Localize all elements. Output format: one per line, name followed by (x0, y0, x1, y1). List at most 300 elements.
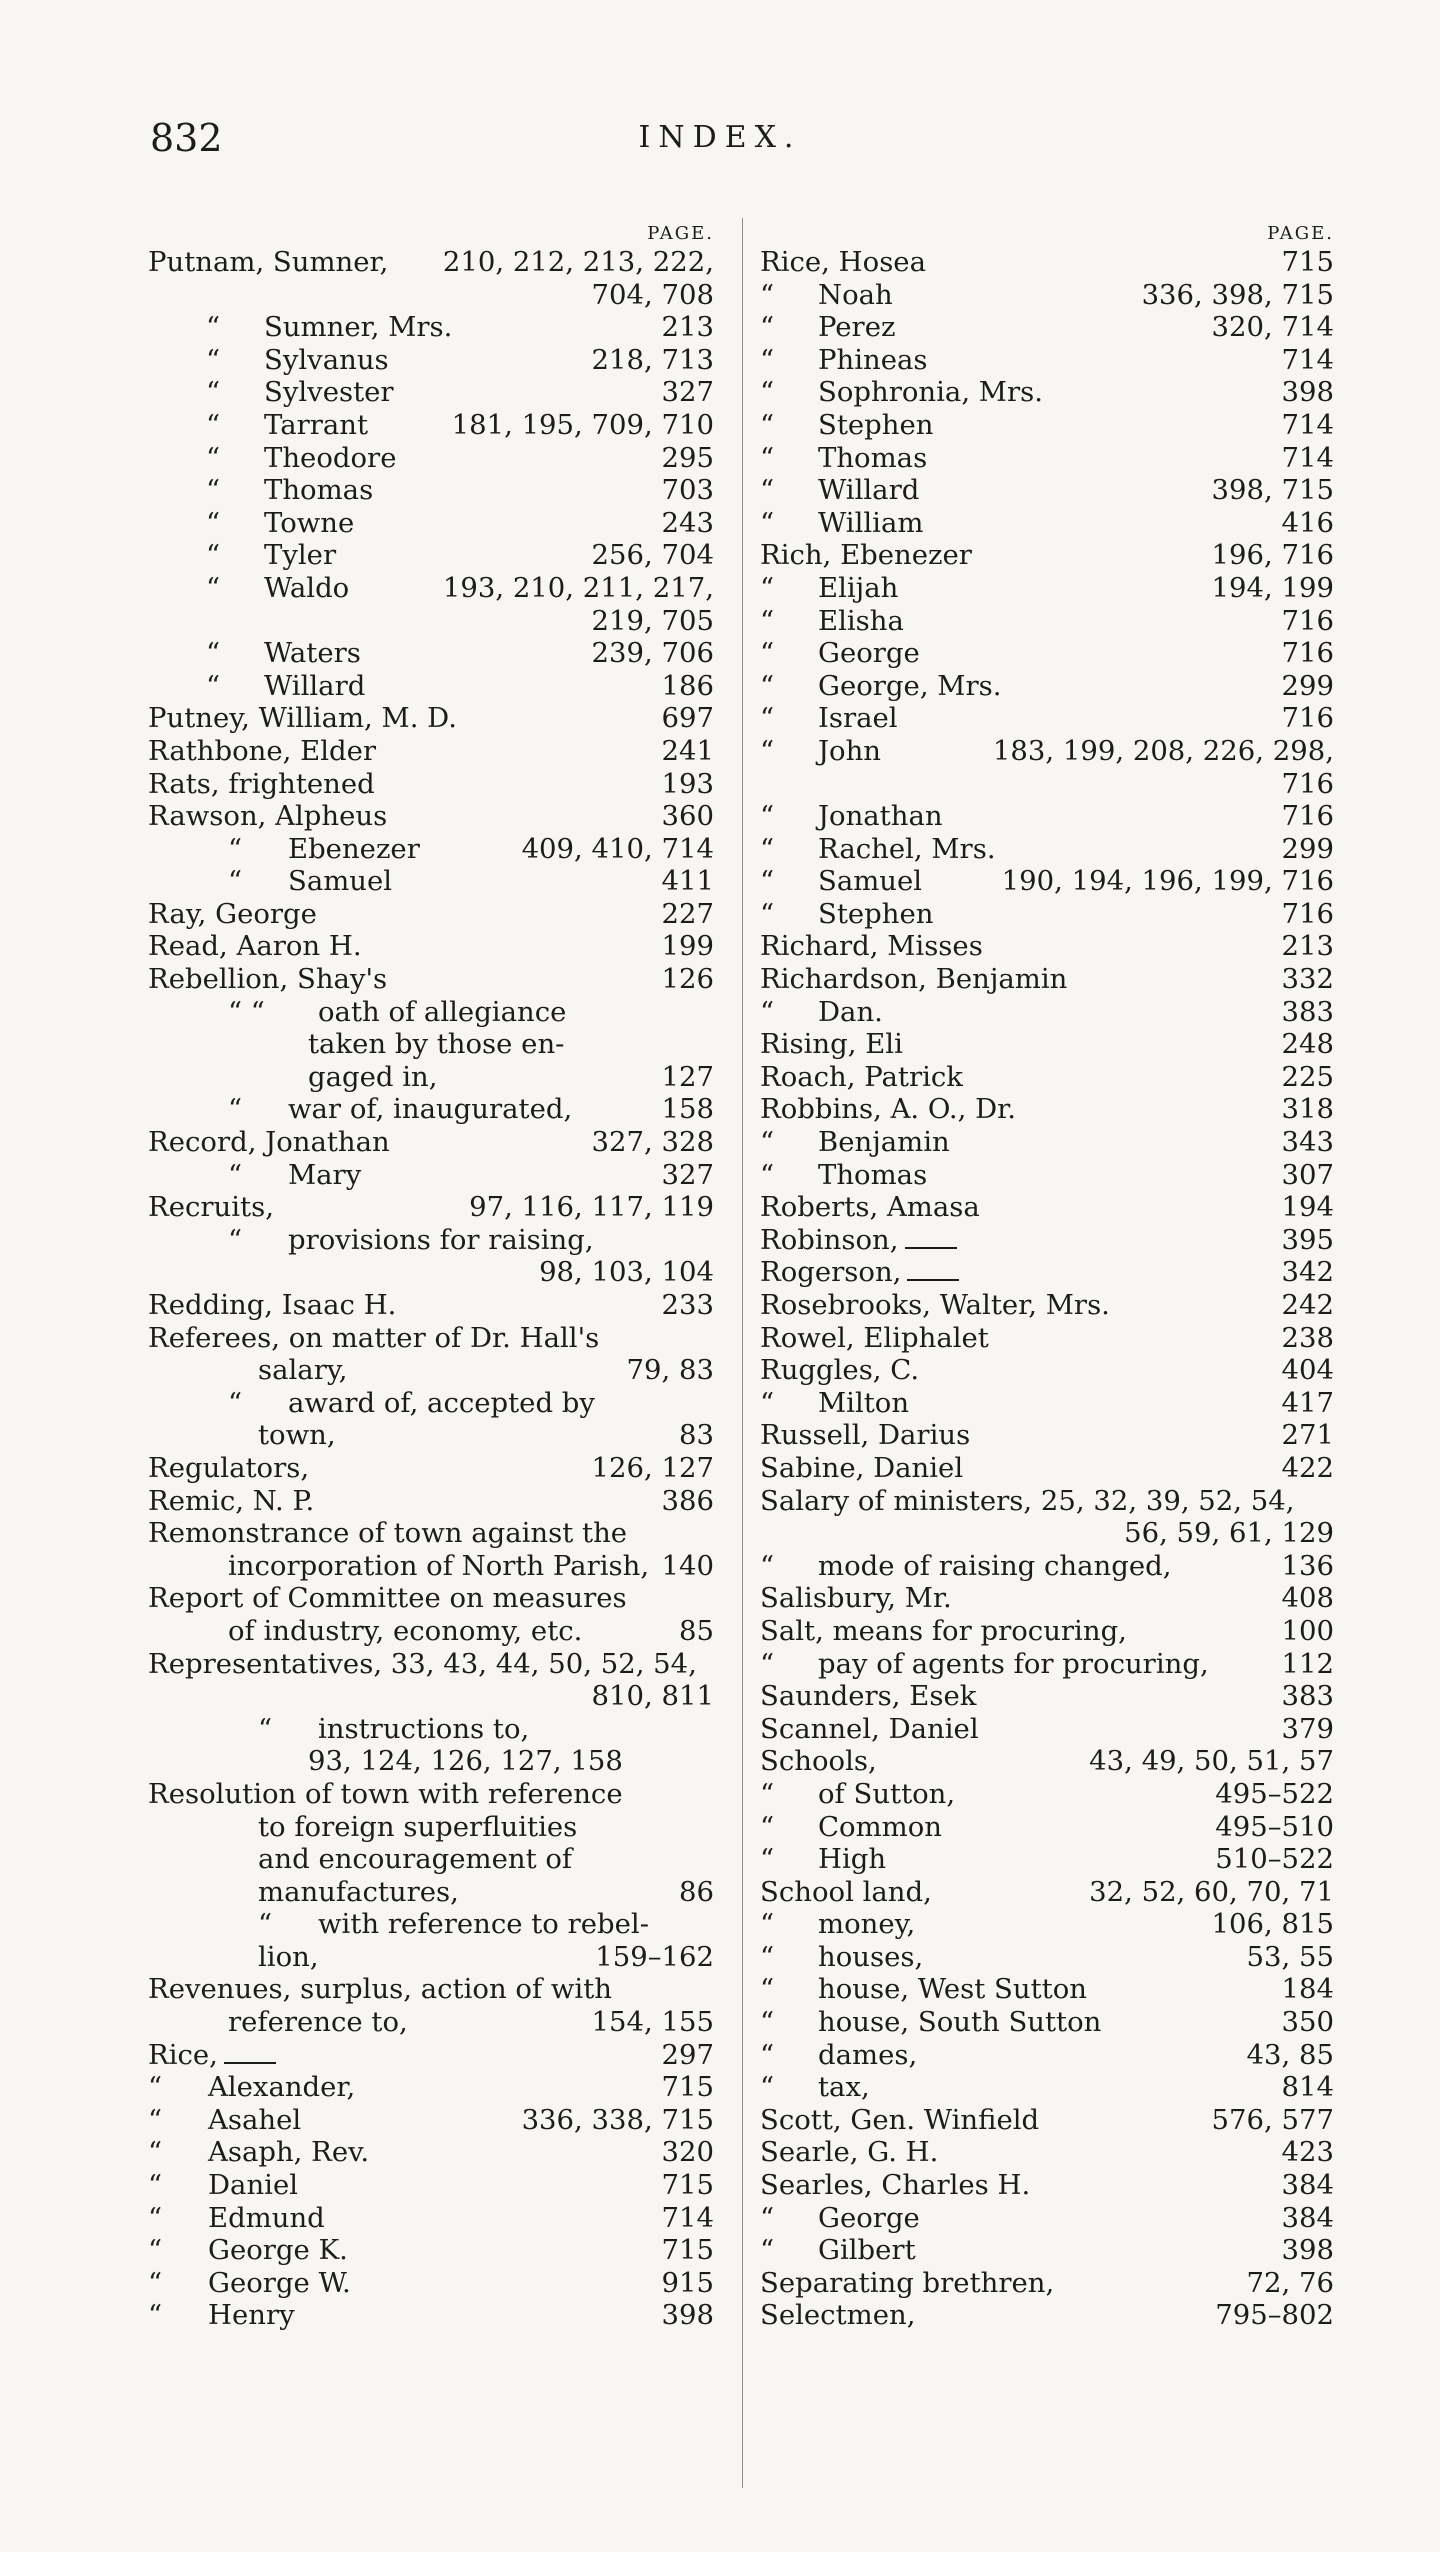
entry-list (760, 246, 1334, 2332)
entry-name: Gilbert (818, 2234, 916, 2267)
ditto-mark: “ (760, 734, 775, 767)
index-entry (760, 2039, 1334, 2072)
entry-pages: 256, 704 (591, 539, 714, 572)
entry-line (760, 442, 1334, 475)
entry-name: manufactures, (258, 1875, 459, 1908)
entry-pages: 127 (661, 1060, 714, 1093)
entry-name: Rich, Ebenezer (760, 539, 972, 572)
index-entry (760, 1485, 1334, 1550)
index-entry (760, 996, 1334, 1029)
index-entry (760, 279, 1334, 312)
entry-line (760, 963, 1334, 996)
entry-line (148, 1550, 714, 1583)
index-entry (760, 1876, 1334, 1909)
entry-line (148, 2169, 714, 2202)
entry-line (760, 1973, 1334, 2006)
entry-line (760, 898, 1334, 931)
entry-pages: 384 (1281, 2169, 1334, 2202)
index-entry (148, 376, 714, 409)
page-number: 832 (150, 116, 223, 160)
entry-line (760, 930, 1334, 963)
entry-pages: 336, 398, 715 (1141, 278, 1334, 311)
entry-pages: 154, 155 (591, 2006, 714, 2039)
entry-pages: 100 (1281, 1614, 1334, 1647)
entry-name: Rosebrooks, Walter, Mrs. (760, 1289, 1110, 1321)
entry-name: Rebellion, Shay's (148, 963, 388, 996)
entry-pages: 181, 195, 709, 710 (451, 408, 714, 441)
running-title: INDEX. (638, 120, 802, 155)
entry-name: Perez (818, 311, 896, 344)
entry-name: George, Mrs. (818, 669, 1002, 702)
entry-line (148, 1159, 714, 1192)
entry-line (760, 1550, 1334, 1583)
entry-line (148, 1126, 714, 1159)
entry-pages: 343 (1281, 1126, 1334, 1159)
entry-name: oath of allegiance (318, 995, 567, 1028)
entry-name: house, West Sutton (818, 1973, 1087, 2006)
entry-line (148, 1452, 714, 1485)
entry-pages: 233 (661, 1289, 714, 1321)
entry-pages: 703 (661, 474, 714, 507)
entry-name: Robinson, (760, 1223, 899, 1256)
entry-name: Remonstrance of town against the (148, 1517, 628, 1550)
blank-name-dash (905, 1247, 957, 1249)
ditto-mark: “ (760, 604, 775, 637)
index-entry (148, 1224, 714, 1289)
index-entry (148, 1778, 714, 1811)
ditto-mark: “ (228, 865, 243, 898)
entry-line (760, 474, 1334, 507)
entry-line (148, 1028, 714, 1061)
index-entry (148, 1582, 714, 1615)
entry-name: Waters (264, 637, 361, 670)
entry-name: Thomas (818, 441, 928, 474)
entry-line (760, 1811, 1334, 1844)
entry-line (760, 1582, 1334, 1615)
entry-line (760, 409, 1334, 442)
ditto-mark: “ (148, 2201, 163, 2234)
index-entry (760, 1811, 1334, 1844)
entry-line (760, 1452, 1334, 1485)
entry-pages: 199 (661, 930, 714, 963)
index-entry (760, 1713, 1334, 1746)
index-entry (760, 898, 1334, 931)
entry-name: Salisbury, Mr. (760, 1582, 952, 1615)
entry-name: Asaph, Rev. (208, 2136, 370, 2169)
entry-name: Sylvester (264, 376, 394, 409)
entry-name: John (818, 734, 882, 767)
entry-name: Samuel (818, 865, 923, 898)
entry-line (148, 2039, 714, 2072)
entry-line (148, 246, 714, 279)
entry-name: Referees, on matter of Dr. Hall's (148, 1321, 600, 1354)
index-entry (760, 474, 1334, 507)
entry-line (148, 2071, 714, 2104)
entry-line (760, 1126, 1334, 1159)
entry-line (148, 1843, 714, 1876)
entry-pages: 126, 127 (591, 1451, 714, 1484)
entry-line (760, 1615, 1334, 1648)
ditto-mark: “ (760, 2234, 775, 2267)
entry-pages: 238 (1281, 1321, 1334, 1354)
entry-pages: 140 (661, 1549, 714, 1582)
entry-pages: 716 (1281, 637, 1334, 670)
ditto-mark: “ (760, 1843, 775, 1876)
index-entry (148, 1713, 714, 1746)
index-entry (760, 2169, 1334, 2202)
index-entry (760, 1354, 1334, 1387)
ditto-mark: “ (206, 506, 221, 539)
entry-pages: 79, 83 (626, 1354, 714, 1387)
ditto-mark: “ (228, 1093, 243, 1126)
index-entry (148, 1159, 714, 1192)
entry-line (148, 670, 714, 703)
entry-pages: 243 (661, 506, 714, 539)
entry-line (760, 1191, 1334, 1224)
entry-line (760, 311, 1334, 344)
entry-line (760, 1713, 1334, 1746)
entry-name: town, (258, 1419, 336, 1452)
entry-line (760, 376, 1334, 409)
entry-line (148, 930, 714, 963)
entry-pages: 86 (679, 1875, 714, 1908)
index-entry (148, 1876, 714, 1909)
ditto-mark: “ (760, 1126, 775, 1159)
index-entry (760, 605, 1334, 638)
entry-pages: 297 (661, 2038, 714, 2071)
index-entry (760, 1061, 1334, 1094)
index-entry (148, 1550, 714, 1583)
entry-name: Phineas (818, 343, 928, 376)
entry-pages: 716 (1281, 702, 1334, 735)
entry-name: Robbins, A. O., Dr. (760, 1093, 1016, 1126)
entry-name: Selectmen, (760, 2299, 916, 2332)
entry-line (148, 637, 714, 670)
entry-line (760, 2299, 1334, 2332)
entry-name: Waldo (264, 571, 350, 604)
ditto-mark: “ (206, 376, 221, 409)
entry-line (148, 1191, 714, 1224)
entry-line (760, 1908, 1334, 1941)
entry-name: incorporation of North Parish, (228, 1549, 650, 1582)
entry-line (148, 507, 714, 540)
entry-name: Putnam, Sumner, (148, 246, 389, 278)
entry-name: Ebenezer (288, 832, 420, 865)
ditto-mark: “ (760, 343, 775, 376)
index-entry (760, 930, 1334, 963)
entry-name: war of, inaugurated, (288, 1093, 573, 1126)
index-entry (760, 1289, 1334, 1322)
entry-name: George K. (208, 2234, 348, 2267)
index-entry (148, 1419, 714, 1452)
ditto-mark: “ (760, 995, 775, 1028)
entry-line (148, 702, 714, 735)
entry-line (148, 2267, 714, 2300)
index-entry (148, 2202, 714, 2235)
entry-pages: 186 (661, 669, 714, 702)
index-entry (760, 1648, 1334, 1681)
ditto-mark: “ (148, 2169, 163, 2202)
entry-pages: 716 (1281, 897, 1334, 930)
entry-line (760, 1159, 1334, 1192)
entry-line (760, 2136, 1334, 2169)
entry-line (760, 865, 1334, 898)
entry-name: salary, (258, 1354, 348, 1387)
entry-name: instructions to, (318, 1712, 530, 1745)
entry-name: Tyler (264, 539, 337, 572)
entry-name: to foreign superfluities (258, 1810, 578, 1843)
entry-name: Scannel, Daniel (760, 1712, 979, 1745)
entry-pages: 409, 410, 714 (521, 832, 714, 865)
entry-line (148, 1289, 714, 1322)
ditto-mark: “ (760, 408, 775, 441)
entry-line (148, 311, 714, 344)
entry-line (148, 1941, 714, 1974)
entry-line (760, 2039, 1334, 2072)
entry-line (148, 1322, 714, 1355)
entry-pages: 193, 210, 211, 217, (442, 571, 714, 604)
index-entry (760, 1908, 1334, 1941)
entry-line (148, 833, 714, 866)
index-entry (148, 1615, 714, 1648)
entry-line (148, 898, 714, 931)
entry-name: Thomas (264, 474, 374, 507)
entry-pages: 183, 199, 208, 226, 298, (992, 734, 1334, 767)
index-entry (148, 246, 714, 311)
index-entry (148, 539, 714, 572)
entry-pages: 213 (1281, 930, 1334, 963)
index-entry (148, 1354, 714, 1387)
entry-line (760, 1093, 1334, 1126)
index-entry (148, 311, 714, 344)
entry-pages: 241 (661, 734, 714, 767)
entry-pages: 342 (1281, 1256, 1334, 1289)
ditto-mark: “ (258, 1908, 273, 1941)
entry-pages: 398 (661, 2299, 714, 2332)
entry-name: Schools, (760, 1745, 877, 1778)
entry-pages-continued: 704, 708 (591, 278, 714, 311)
ditto-mark: “ (760, 800, 775, 833)
entry-line (148, 1778, 714, 1811)
index-entry (148, 1941, 714, 1974)
index-entry (148, 800, 714, 833)
entry-name: Salary of ministers, 25, 32, 39, 52, 54, (760, 1484, 1295, 1517)
index-entry (760, 670, 1334, 703)
entry-pages: 327, 328 (591, 1126, 714, 1159)
ditto-mark: “ (760, 376, 775, 409)
entry-line (148, 800, 714, 833)
column-head: PAGE. (1267, 223, 1334, 244)
entry-pages: 106, 815 (1211, 1908, 1334, 1941)
entry-line (760, 1745, 1334, 1778)
index-entry (760, 1256, 1334, 1289)
index-entry (148, 963, 714, 996)
entry-name: Revenues, surplus, action of with (148, 1973, 612, 2006)
entry-name: Searles, Charles H. (760, 2169, 1031, 2202)
entry-line (148, 442, 714, 475)
entry-name: George W. (208, 2266, 351, 2299)
ditto-mark: “ (148, 2103, 163, 2136)
entry-pages: 416 (1281, 506, 1334, 539)
entry-name: Jonathan (818, 800, 943, 833)
entry-name: Tarrant (264, 408, 369, 441)
entry-line (760, 605, 1334, 638)
entry-name: house, South Sutton (818, 2006, 1102, 2039)
index-entry (760, 376, 1334, 409)
entry-pages: 383 (1281, 1680, 1334, 1713)
entry-pages: 242 (1281, 1289, 1334, 1321)
index-entry (760, 800, 1334, 833)
entry-name: 93, 124, 126, 127, 158 (308, 1745, 623, 1778)
index-column-left (148, 222, 714, 2332)
entry-line (760, 1648, 1334, 1681)
index-entry (148, 1028, 714, 1061)
ditto-mark: “ (258, 1712, 273, 1745)
index-entry (148, 2234, 714, 2267)
entry-pages: 423 (1281, 2136, 1334, 2169)
entry-name: Representatives, 33, 43, 44, 50, 52, 54, (148, 1647, 697, 1680)
entry-line (760, 1387, 1334, 1420)
entry-line (148, 1811, 714, 1844)
index-entry (760, 1093, 1334, 1126)
entry-name: Record, Jonathan (148, 1126, 390, 1159)
entry-name: mode of raising changed, (818, 1549, 1172, 1582)
entry-line (148, 1615, 714, 1648)
entry-name: Rice, Hosea (760, 246, 926, 278)
ditto-mark: “ (148, 2234, 163, 2267)
entry-line (760, 507, 1334, 540)
index-entry (760, 833, 1334, 866)
entry-name: Rogerson, (760, 1256, 902, 1289)
entry-pages: 83 (679, 1419, 714, 1452)
entry-line (760, 1028, 1334, 1061)
index-entry (148, 833, 714, 866)
entry-line (148, 1517, 714, 1550)
entry-line (760, 1778, 1334, 1811)
ditto-mark: “ (228, 832, 243, 865)
index-entry (148, 2071, 714, 2104)
entry-name: Report of Committee on measures (148, 1582, 627, 1615)
entry-pages: 398 (1281, 2234, 1334, 2267)
index-entry (760, 2136, 1334, 2169)
ditto-mark: “ (760, 865, 775, 898)
entry-pages: 85 (679, 1614, 714, 1647)
entry-line (148, 768, 714, 801)
entry-line (760, 1289, 1334, 1322)
entry-line (148, 2104, 714, 2137)
index-entry (760, 2234, 1334, 2267)
entry-pages: 193 (661, 767, 714, 800)
ditto-mark: “ (760, 1158, 775, 1191)
entry-name: dames, (818, 2038, 918, 2071)
entry-pages: 379 (1281, 1712, 1334, 1745)
entry-pages: 213 (661, 311, 714, 344)
index-entry (760, 2202, 1334, 2235)
entry-pages: 196, 716 (1211, 539, 1334, 572)
entry-pages: 320, 714 (1211, 311, 1334, 344)
entry-name: Salt, means for procuring, (760, 1614, 1127, 1647)
entry-line (148, 2136, 714, 2169)
entry-name: provisions for raising, (288, 1223, 594, 1256)
ditto-mark: “ (760, 1777, 775, 1810)
index-entry (148, 1648, 714, 1713)
entry-line (148, 963, 714, 996)
ditto-mark: “ (760, 832, 775, 865)
index-entry (148, 1811, 714, 1844)
entry-line (148, 1648, 714, 1681)
entry-pages: 336, 338, 715 (521, 2103, 714, 2136)
entry-pages: 327 (661, 376, 714, 409)
entry-line (148, 2234, 714, 2267)
entry-pages: 327 (661, 1158, 714, 1191)
entry-pages: 295 (661, 441, 714, 474)
entry-line (148, 1387, 714, 1420)
entry-name: Noah (818, 278, 893, 311)
entry-name: George (818, 2201, 920, 2234)
entry-line (148, 409, 714, 442)
entry-pages: 915 (661, 2266, 714, 2299)
entry-pages: 210, 212, 213, 222, (442, 246, 714, 278)
entry-name: Scott, Gen. Winfield (760, 2103, 1040, 2136)
index-entry (760, 1778, 1334, 1811)
index-entry (760, 2267, 1334, 2300)
entry-pages: 299 (1281, 832, 1334, 865)
entry-line (148, 1061, 714, 1094)
entry-name: Milton (818, 1386, 910, 1419)
entry-line (148, 2202, 714, 2235)
index-entry (148, 1908, 714, 1941)
ditto-mark: “ (760, 1908, 775, 1941)
entry-line (148, 1713, 714, 1746)
index-entry (760, 1126, 1334, 1159)
ditto-mark: “ (206, 343, 221, 376)
entry-name: Richard, Misses (760, 930, 983, 963)
entry-line (760, 2104, 1334, 2137)
index-entry (760, 1452, 1334, 1485)
ditto-mark: “ (206, 441, 221, 474)
entry-pages: 383 (1281, 995, 1334, 1028)
entry-pages-continued: 219, 705 (591, 604, 714, 637)
index-entry (760, 1419, 1334, 1452)
entry-pages: 271 (1281, 1419, 1334, 1452)
index-entry (148, 1191, 714, 1224)
entry-line (148, 865, 714, 898)
entry-pages: 716 (1281, 800, 1334, 833)
index-entry (760, 2071, 1334, 2104)
entry-line (760, 2169, 1334, 2202)
index-entry (148, 2104, 714, 2137)
ditto-mark: “ (760, 311, 775, 344)
entry-name: Dan. (818, 995, 883, 1028)
entry-name: Theodore (264, 441, 397, 474)
ditto-mark: “ (206, 637, 221, 670)
index-entry (148, 2299, 714, 2332)
index-entry (148, 930, 714, 963)
entry-pages: 184 (1281, 1973, 1334, 2006)
entry-pages: 97, 116, 117, 119 (469, 1191, 714, 1224)
ditto-mark: “ (760, 278, 775, 311)
entry-line (760, 572, 1334, 605)
index-entry (760, 735, 1334, 800)
entry-line (760, 2071, 1334, 2104)
ditto-mark: “ (760, 702, 775, 735)
index-entry (760, 246, 1334, 279)
ditto-mark: “ (760, 1810, 775, 1843)
entry-name: High (818, 1843, 887, 1876)
entry-pages: 350 (1281, 2006, 1334, 2039)
ditto-mark: “ (760, 571, 775, 604)
entry-name: Rising, Eli (760, 1028, 903, 1061)
